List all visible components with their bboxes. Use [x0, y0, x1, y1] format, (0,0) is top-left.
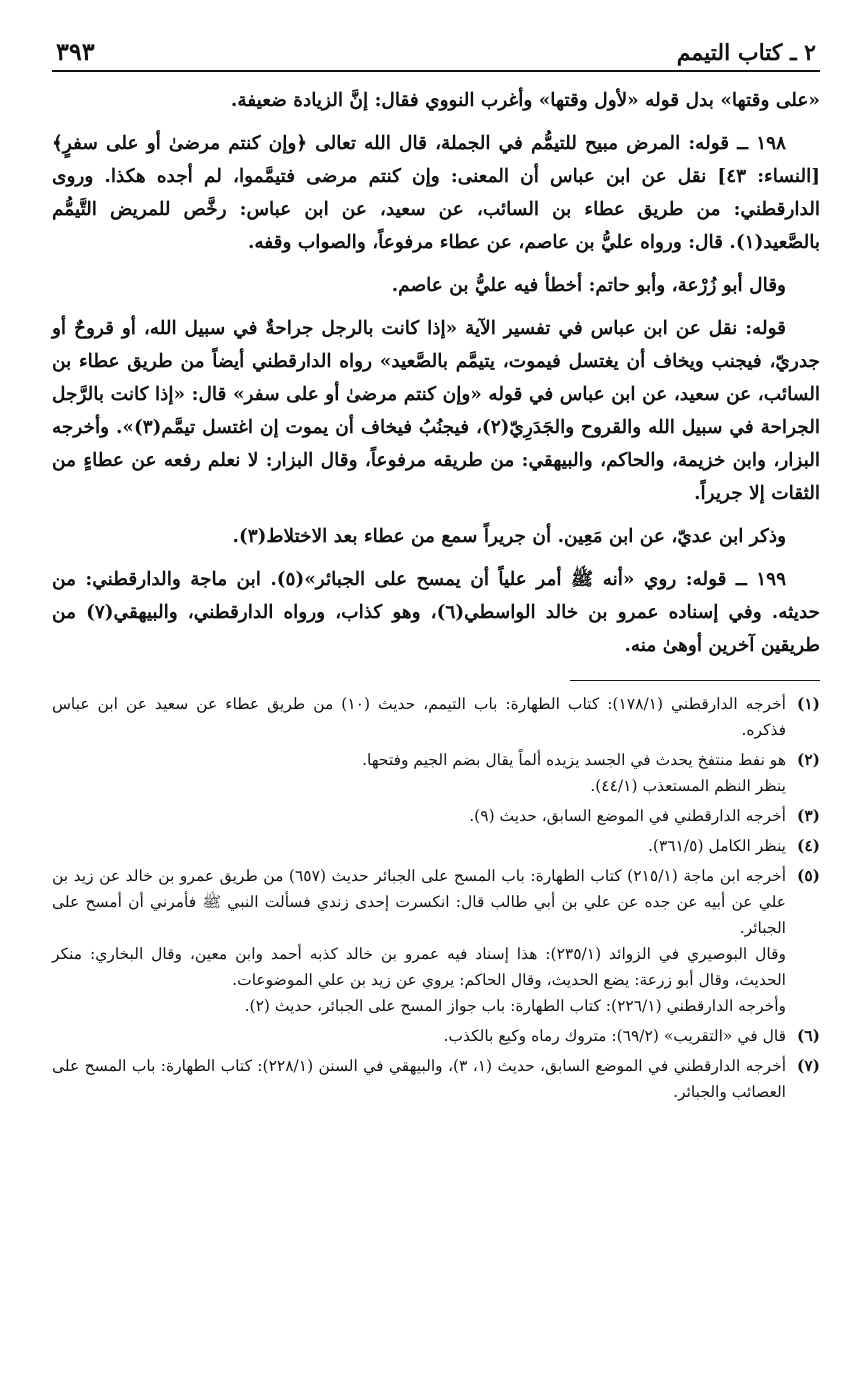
footnote-text: أخرجه ابن ماجة (٢١٥/١) كتاب الطهارة: باب المسح على الجبائر حديث (٦٥٧) من طريق عمرو بن خالد عن زيد بن علي عن أبيه عن جده عن علي بن أبي طالب قال: انكسرت إحدى زندي فسألت النبي ﷺ فأمرني أن أمسح على الجبائر.	[52, 867, 787, 937]
paragraph-4: قوله: نقل عن ابن عباس في تفسير الآية «إذا كانت بالرجل جراحةٌ في سبيل الله، أو قروحٌ أو جدريّ، فيجنب ويخاف أن يغتسل فيموت، يتيمَّم بالصَّعيد» رواه الدارقطني أيضاً من طريق عطاء بن السائب، عن سعيد، عن ابن عباس في قوله «وإن كنتم مرضىٰ أو على سفر» قال: «إذا كانت بالرَّجل الجراحة في سبيل الله والقروح والجَدَرِيّ(٢)، فيجنُبُ فيخاف أن يموت إن اغتسل تيمَّم(٣)». وأخرجه البزار، وابن خزيمة، والحاكم، والبيهقي: من طريقه مرفوعاً، وقال البزار: لا نعلم رفعه عن عطاءٍ من الثقات إلا جريراً.	[52, 318, 820, 504]
entry-199-text: روي «أنه ﷺ أمر علياً أن يمسح على الجبائر»(٥). ابن ماجة والدارقطني: من حديثه. وفي إسناده عمرو بن خالد الواسطي(٦)، وهو كذاب، ورواه الدارقطني، والبيهقي(٧) من طريقين آخرين أوهىٰ منه.	[52, 569, 820, 656]
main-text	[52, 84, 820, 662]
footnote	[52, 1023, 820, 1049]
entry-198-lead: ١٩٨ ــ قوله:	[688, 133, 786, 154]
footnote-extra-line: ينظر النظم المستعذب (٤٤/١).	[590, 777, 786, 795]
footnote	[52, 1053, 820, 1105]
entry-198-text: المرض مبيح للتيمُّم في الجملة، قال الله تعالى ﴿وإن كنتم مرضىٰ أو على سفرٍ﴾ [النساء: ٤٣] نقل عن ابن عباس أن المعنى: وإن كنتم مرضى فتيمَّموا، لم أجده هكذا. وروى الدارقطني: من طريق عطاء بن السائب، عن سعيد، عن ابن عباس: رخَّص للمريض التَّيمُّم بالصَّعيد(١). قال: ورواه عليُّ بن عاصم، عن عطاء مرفوعاً، والصواب وقفه.	[52, 133, 820, 253]
paragraph-5: وذكر ابن عديّ، عن ابن مَعِين. أن جريراً سمع من عطاء بعد الاختلاط(٣).	[232, 526, 786, 547]
paragraph-199	[52, 563, 820, 662]
footnote-extra-line: وأخرجه الدارقطني (٢٢٦/١): كتاب الطهارة: باب جواز المسح على الجبائر، حديث (٢).	[244, 997, 786, 1015]
footnote-number: (٦)	[796, 1026, 820, 1045]
footnote-number: (١)	[796, 694, 820, 713]
footnote-text: هو نفط منتفخ يحدث في الجسد يزيده ألماً يقال بضم الجيم وفتحها.	[362, 751, 786, 769]
footnote-text-block	[52, 833, 786, 859]
footnote-number: (٤)	[796, 836, 820, 855]
footnote-text-block	[52, 1023, 786, 1049]
footnote-text-block	[52, 863, 786, 1019]
footnote-number: (٣)	[796, 806, 820, 825]
footnote-text: أخرجه الدارقطني في الموضع السابق، حديث (١، ٣)، والبيهقي في السنن (٢٢٨/١): كتاب الطهارة: باب المسح على العصائب والجبائر.	[52, 1057, 786, 1101]
paragraph-198	[52, 127, 820, 259]
footnote	[52, 863, 820, 1019]
footnote-text-block	[52, 803, 786, 829]
chapter-title: ٢ ـ كتاب التيمم	[676, 40, 816, 66]
footnote-number: (٧)	[796, 1056, 820, 1075]
footnote-separator	[570, 680, 820, 681]
footnote-text-block	[52, 691, 786, 743]
footnote-extra-line: وقال البوصيري في الزوائد (٢٣٥/١): هذا إسناد فيه عمرو بن خالد كذبه أحمد وابن معين، وقال البخاري: منكر الحديث، وقال أبو زرعة: يضع الحديث، وقال الحاكم: يروي عن زيد بن علي الموضوعات.	[52, 945, 787, 989]
paragraph-3: وقال أبو زُرْعة، وأبو حاتم: أخطأ فيه عليُّ بن عاصم.	[391, 275, 786, 296]
book-page	[52, 30, 820, 1109]
entry-199-lead: ١٩٩ ــ قوله:	[685, 569, 787, 590]
footnote-text: أخرجه الدارقطني (١٧٨/١): كتاب الطهارة: باب التيمم، حديث (١٠) من طريق عطاء عن سعيد عن ابن عباس فذكره.	[52, 695, 786, 739]
paragraph-1: «على وقتها» بدل قوله «لأول وقتها» وأغرب النووي فقال: إنَّ الزيادة ضعيفة.	[230, 90, 820, 111]
footnotes	[52, 691, 820, 1105]
footnote-text: قال في «التقريب» (٦٩/٢): متروك رماه وكيع بالكذب.	[443, 1027, 786, 1045]
footnote	[52, 803, 820, 829]
page-header	[52, 30, 820, 72]
footnote	[52, 833, 820, 859]
footnote-number: (٢)	[796, 750, 820, 769]
footnote-text-block	[52, 747, 786, 799]
footnote	[52, 747, 820, 799]
footnote-text: ينظر الكامل (٣٦١/٥).	[647, 837, 786, 855]
footnote-text-block	[52, 1053, 786, 1105]
page-number: ٣٩٣	[56, 37, 95, 66]
footnote	[52, 691, 820, 743]
footnote-text: أخرجه الدارقطني في الموضع السابق، حديث (٩).	[469, 807, 786, 825]
footnote-number: (٥)	[796, 866, 820, 885]
